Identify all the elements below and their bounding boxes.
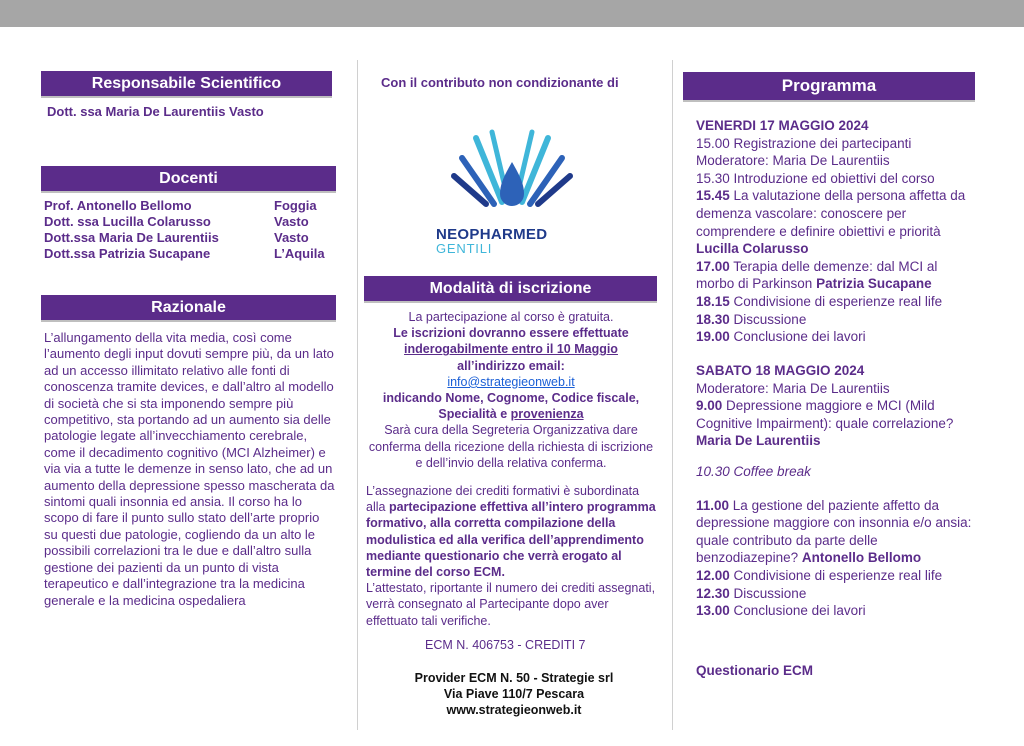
top-bar (0, 0, 1024, 27)
email-link[interactable]: info@strategieonweb.it (447, 374, 575, 389)
program-desc: Condivisione di esperienze real life (729, 567, 943, 583)
modalita-provenienza: provenienza (510, 407, 584, 422)
programma-day1 (696, 117, 972, 346)
modalita-line: all’indirizzo email: (457, 358, 565, 373)
program-time: 11.00 (696, 497, 730, 513)
modalita-line (364, 406, 658, 422)
program-time: 15.45 (696, 188, 730, 204)
assegnazione-part: L’attestato, riportante il numero dei crediti assegnati, verrà consegnato al Partecipante dopo aver effettuato tali verifiche. (366, 581, 656, 628)
program-desc: Depressione maggiore e MCI (Mild Cognitive Impairment): quale correlazione? (696, 398, 954, 431)
docente-city: Foggia (274, 198, 317, 213)
program-item: Moderatore: Maria De Laurentiis (696, 153, 890, 169)
program-desc: Conclusione dei lavori (729, 329, 866, 345)
logo-text-gentili: GENTILI (436, 241, 493, 256)
responsabile-header: Responsabile Scientifico (41, 71, 332, 98)
program-time: 12.00 (696, 567, 730, 583)
program-desc: Condivisione di esperienze real life (729, 293, 943, 309)
day-title: SABATO 18 MAGGIO 2024 (696, 363, 865, 378)
docente-row (44, 198, 334, 214)
program-item (696, 397, 972, 450)
program-item (696, 602, 972, 620)
program-speaker: Lucilla Colarusso (696, 241, 809, 257)
provider-address: Via Piave 110/7 Pescara (443, 687, 585, 702)
programma-header: Programma (683, 72, 975, 102)
program-desc: La gestione del paziente affetto da depressione maggiore con insonnia e/o ansia: quale contributo da parte delle benzodiazepine? (696, 497, 972, 566)
contributo-text: Con il contributo non condizionante di (381, 75, 619, 90)
modalita-line: Le iscrizioni dovranno essere effettuate (393, 326, 629, 341)
day-title: VENERDI 17 MAGGIO 2024 (696, 118, 869, 133)
modalita-line: indicando Nome, Cognome, Codice fiscale, (382, 391, 640, 406)
program-item (696, 293, 972, 311)
provider-block (364, 670, 664, 719)
docenti-header: Docenti (41, 166, 336, 193)
docente-name: Dott. ssa Lucilla Colarusso (44, 214, 211, 229)
ecm-code: ECM N. 406753 - CREDITI 7 (425, 638, 586, 652)
programma-day2 (696, 362, 972, 620)
docente-city: L’Aquila (274, 246, 325, 261)
program-time: 13.00 (696, 603, 730, 619)
responsabile-name: Dott. ssa Maria De Laurentiis Vasto (47, 104, 264, 119)
column-divider (672, 60, 673, 730)
docente-name: Dott.ssa Maria De Laurentiis (44, 230, 219, 245)
column-divider (357, 60, 358, 730)
razionale-header: Razionale (41, 295, 336, 322)
docente-row (44, 214, 334, 230)
program-item (696, 258, 972, 293)
docente-row (44, 246, 334, 262)
docente-name: Dott.ssa Patrizia Sucapane (44, 246, 211, 261)
program-time: 12.30 (696, 585, 730, 601)
docente-row (44, 230, 334, 246)
assegnazione-text (366, 483, 658, 629)
provider-line: Provider ECM N. 50 - Strategie srl (414, 671, 614, 685)
program-desc: Terapia delle demenze: dal MCI al morbo di Parkinson (696, 258, 938, 292)
program-item: 15.00 Registrazione dei partecipanti (696, 135, 912, 151)
modalita-specialita: Specialità e (438, 407, 511, 422)
program-item (696, 311, 972, 329)
program-desc: La valutazione della persona affetta da demenza vascolare: conoscere per comprendere e definire obiettivi e priorità (696, 188, 966, 239)
assegnazione-part-bold: partecipazione effettiva all’intero programma formativo, alla corretta compilazione della modulistica ed alla verifica dell’apprendimento mediante questionario che verrà erogato al termine del corso ECM. (366, 500, 656, 580)
program-item (696, 328, 972, 346)
program-time: 18.15 (696, 293, 730, 309)
program-item (696, 497, 972, 567)
modalita-line: Sarà cura della Segreteria Organizzativa dare conferma della ricezione della richiesta di iscrizione e dell’invio della relativa conferma. (368, 423, 654, 470)
program-desc: Discussione (729, 585, 807, 601)
coffee-break: 10.30 Coffee break (696, 463, 811, 479)
program-item (696, 585, 972, 603)
program-speaker: Patrizia Sucapane (816, 276, 932, 292)
program-item: Moderatore: Maria De Laurentiis (696, 380, 890, 396)
provider-website[interactable]: www.strategieonweb.it (446, 703, 582, 718)
program-desc: Discussione (729, 311, 807, 327)
program-desc: Conclusione dei lavori (729, 603, 866, 619)
program-item: 15.30 Introduzione ed obiettivi del corso (696, 170, 935, 186)
logo-text-neopharmed: NEOPHARMED (436, 226, 548, 243)
questionario-ecm: Questionario ECM (696, 663, 814, 678)
program-time: 19.00 (696, 329, 730, 345)
program-time: 9.00 (696, 398, 723, 414)
program-speaker: Maria De Laurentiis (696, 433, 821, 449)
program-item (696, 187, 972, 257)
razionale-text: L’allungamento della vita media, così come l’aumento degli input dovuti sempre più, da un lato ad un accesso illimitato relativo alle fonti di conoscenza tramite devices, e dall’altro al modello di società che si sta imponendo sempre più competitivo, sta portando ad un aumento sia delle patologie legate all’invecchiamento cerebrale, come il decadimento cognitivo (MCI Alzheimer) e via via a tutte le demenze in senso lato, che ad un aumento della depressione spesso mascherata da sintomi quali insonnia ed ansia. Il corso ha lo scopo di fare il punto sullo stato dell’arte proprio su questi due patologie, cogliendo da un alto le possibili correlazioni tra le due e dall’altro sulla gestione dei pazienti da un punto di vista terapeutico e dall’integrazione tra la medicina generale e la medicina ospedaliera (44, 330, 335, 608)
program-speaker: Antonello Bellomo (801, 550, 922, 566)
program-time: 17.00 (696, 258, 730, 274)
docente-name: Prof. Antonello Bellomo (44, 198, 192, 213)
assegnazione-part: L’assegnazione dei crediti formativi è subordinata alla (366, 484, 640, 515)
docente-city: Vasto (274, 214, 309, 229)
modalita-header: Modalità di iscrizione (364, 276, 657, 303)
neopharmed-logo-icon (446, 128, 578, 220)
program-item (696, 567, 972, 585)
docente-city: Vasto (274, 230, 309, 245)
modalita-text (364, 309, 658, 471)
modalita-deadline: inderogabilmente entro il 10 Maggio (404, 342, 618, 357)
program-time: 18.30 (696, 311, 730, 327)
modalita-line: La partecipazione al corso è gratuita. (408, 310, 614, 324)
